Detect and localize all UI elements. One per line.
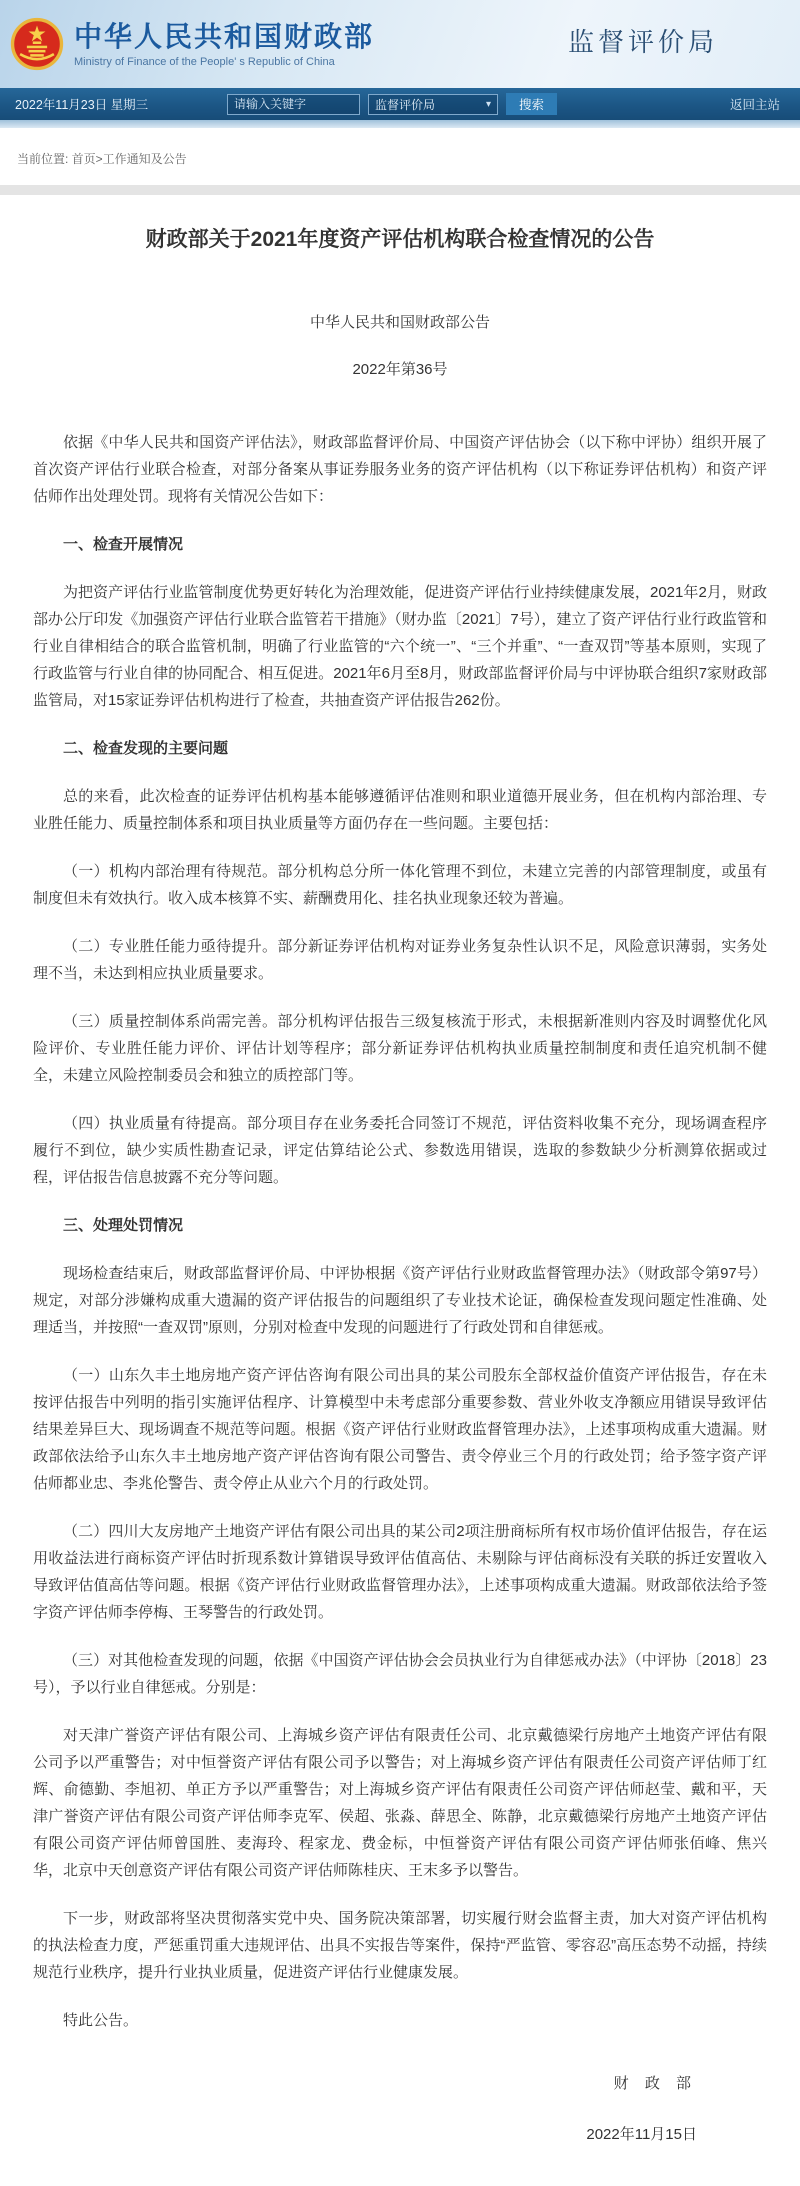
article-title: 财政部关于2021年度资产评估机构联合检查情况的公告 (145, 228, 655, 251)
paragraph: 现场检查结束后，财政部监督评价局、中评协根据《资产评估行业财政监督管理办法》（财政部令第97号）规定，对部分涉嫌构成重大遗漏的资产评估报告的问题组织了专业技术论证，确保检查发现问题定性准确、处理适当，并按照“一查双罚”原则，分别对检查中发现的问题进行了行政处罚和自律惩戒。 (33, 1265, 767, 1336)
search-input[interactable] (227, 94, 360, 115)
paragraph: 总的来看，此次检查的证券评估机构基本能够遵循评估准则和职业道德开展业务，但在机构内部治理、专业胜任能力、质量控制体系和项目执业质量等方面仍存在一些问题。主要包括： (33, 788, 767, 832)
national-emblem-icon (10, 17, 64, 71)
paragraph: 一、检查开展情况 (63, 536, 184, 553)
paragraph: （二）四川大友房地产土地资产评估有限公司出具的某公司2项注册商标所有权市场价值评估报告，存在运用收益法进行商标资产评估时折现系数计算错误导致评估值高估、未剔除与评估商标没有关联的拆迁安置收入导致评估值高估等问题。根据《资产评估行业财政监督管理办法》，上述事项构成重大遗漏。财政部依法给予签字资产评估师李停梅、王琴警告的行政处罚。 (33, 1523, 767, 1621)
current-date: 2022年11月23日 星期三 (15, 98, 149, 112)
back-to-main-link[interactable]: 返回主站 (729, 98, 780, 112)
article-body (33, 429, 767, 2034)
paragraph: （三）对其他检查发现的问题，依据《中国资产评估协会会员执业行为自律惩戒办法》（中评协〔2018〕23号），予以行业自律惩戒。分别是： (33, 1652, 767, 1696)
signature-org: 财 政 部 (613, 2075, 697, 2092)
search-button[interactable]: 搜索 (506, 93, 557, 115)
paragraph: （一）山东久丰土地房地产资产评估咨询有限公司出具的某公司股东全部权益价值资产评估报告，存在未按评估报告中列明的指引实施评估程序、计算模型中未考虑部分重要参数、营业外收支净额应用错误导致评估结果差异巨大、现场调查不规范等问题。根据《资产评估行业财政监督管理办法》，上述事项构成重大遗漏。财政部依法给予山东久丰土地房地产资产评估咨询有限公司警告、责令停业三个月的行政处罚；给予签字资产评估师都业忠、李兆伦警告、责令停止从业六个月的行政处罚。 (33, 1367, 767, 1492)
paragraph: 对天津广誉资产评估有限公司、上海城乡资产评估有限责任公司、北京戴德梁行房地产土地资产评估有限公司予以严重警告；对中恒誉资产评估有限公司予以警告；对上海城乡资产评估有限责任公司资产评估师丁红辉、俞德勤、李旭初、单正方予以严重警告；对上海城乡资产评估有限责任公司资产评估师赵莹、戴和平，天津广誉资产评估有限公司资产评估师李克军、侯超、张淼、薛思全、陈静，北京戴德梁行房地产土地资产评估有限公司资产评估师曾国胜、麦海玲、程家龙、费金标，中恒誉资产评估有限公司资产评估师张佰峰、焦兴华，北京中天创意资产评估有限公司资产评估师陈桂庆、王末多予以警告。 (33, 1727, 767, 1879)
ministry-title: 中华人民共和国财政部 (74, 20, 375, 52)
breadcrumb-label: 当前位置: (17, 152, 72, 166)
breadcrumb (0, 128, 800, 185)
paragraph: （一）机构内部治理有待规范。部分机构总分所一体化管理不到位，未建立完善的内部管理制度，或虽有制度但未有效执行。收入成本核算不实、薪酬费用化、挂名执业现象还较为普遍。 (33, 863, 767, 907)
paragraph: 为把资产评估行业监管制度优势更好转化为治理效能，促进资产评估行业持续健康发展，2021年2月，财政部办公厅印发《加强资产评估行业联合监管若干措施》（财办监〔2021〕7号），建立了资产评估行业行政监管和行业自律相结合的联合监管机制，明确了行业监管的“六个统一”、“三个并重”、“一查双罚”等基本原则，实现了行政监管与行业自律的协同配合、相互促进。2021年6月至8月，财政部监督评价局与中评协联合组织7家财政部监管局，对15家证券评估机构进行了检查，共抽查资产评估报告262份。 (33, 584, 767, 709)
paragraph: 二、检查发现的主要问题 (63, 740, 229, 757)
article (0, 195, 800, 2186)
paragraph: 三、处理处罚情况 (63, 1217, 184, 1234)
signature-block (33, 2072, 767, 2144)
divider-band (0, 185, 800, 195)
chevron-down-icon: ▾ (485, 98, 491, 110)
site-header (0, 0, 800, 88)
signature-date: 2022年11月15日 (586, 2126, 697, 2143)
document-number: 2022年第36号 (352, 361, 448, 378)
top-navbar (0, 88, 800, 120)
paragraph: （三）质量控制体系尚需完善。部分机构评估报告三级复核流于形式，未根据新准则内容及时调整优化风险评价、专业胜任能力评价、评估计划等程序；部分新证券评估机构执业质量控制制度和责任追究机制不健全，未建立风险控制委员会和独立的质控部门等。 (33, 1013, 767, 1084)
paragraph: 下一步，财政部将坚决贯彻落实党中央、国务院决策部署，切实履行财会监督主责，加大对资产评估机构的执法检查力度，严惩重罚重大违规评估、出具不实报告等案件，保持“严监管、零容忍”高压态势不动摇，持续规范行业秩序，提升行业执业质量，促进资产评估行业健康发展。 (33, 1910, 767, 1981)
navbar-bottom-strip (0, 120, 800, 128)
paragraph: 特此公告。 (63, 2012, 139, 2029)
article-subtitle: 中华人民共和国财政部公告 (309, 314, 490, 331)
ministry-logo-link[interactable] (10, 17, 374, 71)
ministry-subtitle-en: Ministry of Finance of the People' s Republic of China (74, 55, 335, 68)
bureau-title: 监督评价局 (567, 27, 718, 57)
paragraph: （二）专业胜任能力亟待提升。部分新证券评估机构对证券业务复杂性认识不足，风险意识薄弱，实务处理不当，未达到相应执业质量要求。 (33, 938, 767, 982)
paragraph: 依据《中华人民共和国资产评估法》，财政部监督评价局、中国资产评估协会（以下称中评协）组织开展了首次资产评估行业联合检查，对部分备案从事证券服务业务的资产评估机构（以下称证券评估机构）和资产评估师作出处理处罚。现将有关情况公告如下： (33, 434, 767, 505)
breadcrumb-path[interactable]: 首页>工作通知及公告 (71, 152, 187, 166)
paragraph: （四）执业质量有待提高。部分项目存在业务委托合同签订不规范，评估资料收集不充分，现场调查程序履行不到位，缺少实质性勘查记录，评定估算结论公式、参数选用错误，选取的参数缺少分析测算依据或过程，评估报告信息披露不充分等问题。 (33, 1115, 767, 1186)
site-select-dropdown[interactable] (368, 94, 498, 115)
site-select-value: 监督评价局 (375, 97, 436, 112)
